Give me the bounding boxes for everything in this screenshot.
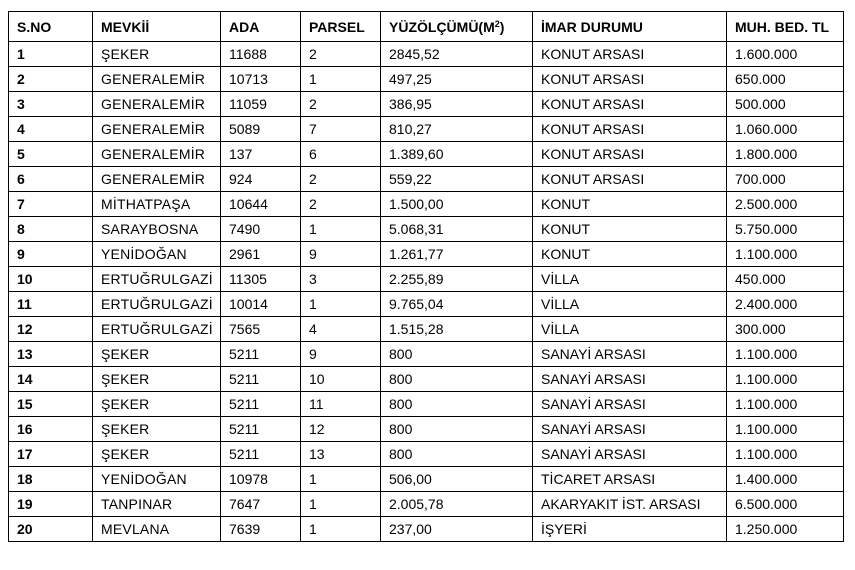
cell-imar: AKARYAKIT İST. ARSASI: [533, 492, 727, 517]
cell-imar: SANAYİ ARSASI: [533, 417, 727, 442]
cell-mevkii: ŞEKER: [93, 442, 221, 467]
cell-sno: 8: [9, 217, 93, 242]
table-row: [9, 42, 844, 67]
cell-mevkii: ERTUĞRULGAZİ: [93, 267, 221, 292]
table-row: [9, 417, 844, 442]
cell-area: 800: [381, 442, 533, 467]
cell-mevkii: SARAYBOSNA: [93, 217, 221, 242]
table-row: [9, 142, 844, 167]
cell-sno: 5: [9, 142, 93, 167]
cell-bedel: 1.100.000: [727, 242, 844, 267]
cell-area: 237,00: [381, 517, 533, 542]
cell-sno: 17: [9, 442, 93, 467]
cell-bedel: 2.400.000: [727, 292, 844, 317]
cell-mevkii: ERTUĞRULGAZİ: [93, 317, 221, 342]
cell-sno: 3: [9, 92, 93, 117]
header-area-close: ): [499, 18, 505, 35]
cell-imar: KONUT ARSASI: [533, 142, 727, 167]
cell-imar: SANAYİ ARSASI: [533, 442, 727, 467]
cell-ada: 5211: [221, 417, 301, 442]
header-area: [381, 12, 533, 42]
table-row: [9, 167, 844, 192]
cell-area: 497,25: [381, 67, 533, 92]
cell-mevkii: GENERALEMİR: [93, 67, 221, 92]
property-table: [8, 11, 844, 542]
cell-ada: 7639: [221, 517, 301, 542]
cell-parsel: 2: [301, 167, 381, 192]
table-row: [9, 392, 844, 417]
cell-sno: 18: [9, 467, 93, 492]
cell-parsel: 10: [301, 367, 381, 392]
cell-mevkii: ŞEKER: [93, 392, 221, 417]
cell-sno: 15: [9, 392, 93, 417]
cell-sno: 1: [9, 42, 93, 67]
cell-sno: 2: [9, 67, 93, 92]
cell-sno: 14: [9, 367, 93, 392]
cell-area: 800: [381, 417, 533, 442]
cell-imar: KONUT ARSASI: [533, 67, 727, 92]
cell-mevkii: ŞEKER: [93, 42, 221, 67]
cell-parsel: 1: [301, 517, 381, 542]
cell-ada: 5211: [221, 367, 301, 392]
cell-imar: KONUT ARSASI: [533, 117, 727, 142]
cell-mevkii: YENİDOĞAN: [93, 467, 221, 492]
cell-bedel: 1.060.000: [727, 117, 844, 142]
cell-bedel: 450.000: [727, 267, 844, 292]
table-row: [9, 442, 844, 467]
cell-bedel: 300.000: [727, 317, 844, 342]
cell-parsel: 1: [301, 217, 381, 242]
cell-area: 1.500,00: [381, 192, 533, 217]
cell-parsel: 9: [301, 242, 381, 267]
cell-parsel: 1: [301, 67, 381, 92]
cell-ada: 5211: [221, 392, 301, 417]
cell-parsel: 2: [301, 192, 381, 217]
cell-imar: KONUT: [533, 217, 727, 242]
cell-mevkii: TANPINAR: [93, 492, 221, 517]
header-bedel: MUH. BED. TL: [727, 12, 844, 42]
header-area-label: YÜZÖLÇÜMÜ(M: [389, 18, 495, 35]
cell-ada: 11688: [221, 42, 301, 67]
cell-bedel: 6.500.000: [727, 492, 844, 517]
cell-ada: 10014: [221, 292, 301, 317]
cell-parsel: 1: [301, 492, 381, 517]
cell-ada: 7565: [221, 317, 301, 342]
table-body: [9, 42, 844, 542]
cell-area: 559,22: [381, 167, 533, 192]
cell-parsel: 4: [301, 317, 381, 342]
cell-imar: KONUT: [533, 192, 727, 217]
cell-ada: 10978: [221, 467, 301, 492]
cell-sno: 20: [9, 517, 93, 542]
cell-bedel: 1.100.000: [727, 442, 844, 467]
cell-imar: KONUT ARSASI: [533, 92, 727, 117]
table-row: [9, 317, 844, 342]
cell-bedel: 5.750.000: [727, 217, 844, 242]
header-ada: ADA: [221, 12, 301, 42]
cell-imar: SANAYİ ARSASI: [533, 342, 727, 367]
cell-parsel: 9: [301, 342, 381, 367]
cell-sno: 10: [9, 267, 93, 292]
table-row: [9, 367, 844, 392]
table-row: [9, 217, 844, 242]
cell-mevkii: MİTHATPAŞA: [93, 192, 221, 217]
table-row: [9, 492, 844, 517]
cell-area: 386,95: [381, 92, 533, 117]
cell-bedel: 700.000: [727, 167, 844, 192]
cell-sno: 12: [9, 317, 93, 342]
cell-ada: 11059: [221, 92, 301, 117]
header-area-superscript: 2: [494, 18, 500, 29]
cell-ada: 10644: [221, 192, 301, 217]
cell-parsel: 6: [301, 142, 381, 167]
header-parsel: PARSEL: [301, 12, 381, 42]
cell-parsel: 2: [301, 92, 381, 117]
cell-ada: 7490: [221, 217, 301, 242]
cell-bedel: 1.250.000: [727, 517, 844, 542]
table-row: [9, 117, 844, 142]
cell-area: 9.765,04: [381, 292, 533, 317]
cell-mevkii: GENERALEMİR: [93, 142, 221, 167]
cell-imar: VİLLA: [533, 292, 727, 317]
table-row: [9, 242, 844, 267]
cell-area: 800: [381, 392, 533, 417]
cell-mevkii: GENERALEMİR: [93, 167, 221, 192]
cell-sno: 11: [9, 292, 93, 317]
cell-bedel: 1.100.000: [727, 342, 844, 367]
cell-area: 5.068,31: [381, 217, 533, 242]
cell-parsel: 2: [301, 42, 381, 67]
cell-imar: KONUT ARSASI: [533, 42, 727, 67]
cell-sno: 13: [9, 342, 93, 367]
cell-imar: SANAYİ ARSASI: [533, 392, 727, 417]
cell-area: 506,00: [381, 467, 533, 492]
table-row: [9, 517, 844, 542]
cell-area: 2.255,89: [381, 267, 533, 292]
cell-imar: KONUT: [533, 242, 727, 267]
cell-bedel: 1.800.000: [727, 142, 844, 167]
cell-area: 810,27: [381, 117, 533, 142]
cell-mevkii: MEVLANA: [93, 517, 221, 542]
cell-parsel: 12: [301, 417, 381, 442]
table-row: [9, 467, 844, 492]
cell-ada: 924: [221, 167, 301, 192]
cell-ada: 5089: [221, 117, 301, 142]
cell-mevkii: GENERALEMİR: [93, 92, 221, 117]
cell-imar: TİCARET ARSASI: [533, 467, 727, 492]
cell-bedel: 1.100.000: [727, 392, 844, 417]
cell-area: 2845,52: [381, 42, 533, 67]
table-row: [9, 192, 844, 217]
cell-ada: 5211: [221, 442, 301, 467]
header-mevkii: MEVKİİ: [93, 12, 221, 42]
cell-sno: 6: [9, 167, 93, 192]
cell-bedel: 1.600.000: [727, 42, 844, 67]
cell-area: 800: [381, 367, 533, 392]
cell-bedel: 650.000: [727, 67, 844, 92]
cell-imar: KONUT ARSASI: [533, 167, 727, 192]
table-container: [8, 11, 844, 542]
cell-area: 1.261,77: [381, 242, 533, 267]
cell-area: 1.389,60: [381, 142, 533, 167]
cell-parsel: 11: [301, 392, 381, 417]
cell-mevkii: ŞEKER: [93, 417, 221, 442]
cell-sno: 19: [9, 492, 93, 517]
cell-bedel: 1.100.000: [727, 417, 844, 442]
cell-ada: 137: [221, 142, 301, 167]
cell-mevkii: YENİDOĞAN: [93, 242, 221, 267]
cell-ada: 10713: [221, 67, 301, 92]
table-row: [9, 292, 844, 317]
cell-parsel: 7: [301, 117, 381, 142]
header-row: [9, 12, 844, 42]
cell-bedel: 500.000: [727, 92, 844, 117]
cell-parsel: 1: [301, 292, 381, 317]
header-imar: İMAR DURUMU: [533, 12, 727, 42]
cell-bedel: 1.100.000: [727, 367, 844, 392]
cell-parsel: 3: [301, 267, 381, 292]
cell-bedel: 2.500.000: [727, 192, 844, 217]
cell-imar: SANAYİ ARSASI: [533, 367, 727, 392]
header-sno: S.NO: [9, 12, 93, 42]
cell-sno: 7: [9, 192, 93, 217]
table-row: [9, 67, 844, 92]
cell-ada: 2961: [221, 242, 301, 267]
cell-mevkii: ERTUĞRULGAZİ: [93, 292, 221, 317]
cell-ada: 7647: [221, 492, 301, 517]
cell-parsel: 13: [301, 442, 381, 467]
cell-area: 2.005,78: [381, 492, 533, 517]
cell-sno: 4: [9, 117, 93, 142]
table-row: [9, 342, 844, 367]
cell-mevkii: ŞEKER: [93, 342, 221, 367]
cell-imar: VİLLA: [533, 267, 727, 292]
cell-imar: İŞYERİ: [533, 517, 727, 542]
cell-sno: 9: [9, 242, 93, 267]
cell-mevkii: ŞEKER: [93, 367, 221, 392]
table-row: [9, 267, 844, 292]
cell-ada: 11305: [221, 267, 301, 292]
cell-area: 800: [381, 342, 533, 367]
cell-bedel: 1.400.000: [727, 467, 844, 492]
table-row: [9, 92, 844, 117]
cell-imar: VİLLA: [533, 317, 727, 342]
cell-parsel: 1: [301, 467, 381, 492]
cell-sno: 16: [9, 417, 93, 442]
cell-mevkii: GENERALEMİR: [93, 117, 221, 142]
cell-area: 1.515,28: [381, 317, 533, 342]
cell-ada: 5211: [221, 342, 301, 367]
